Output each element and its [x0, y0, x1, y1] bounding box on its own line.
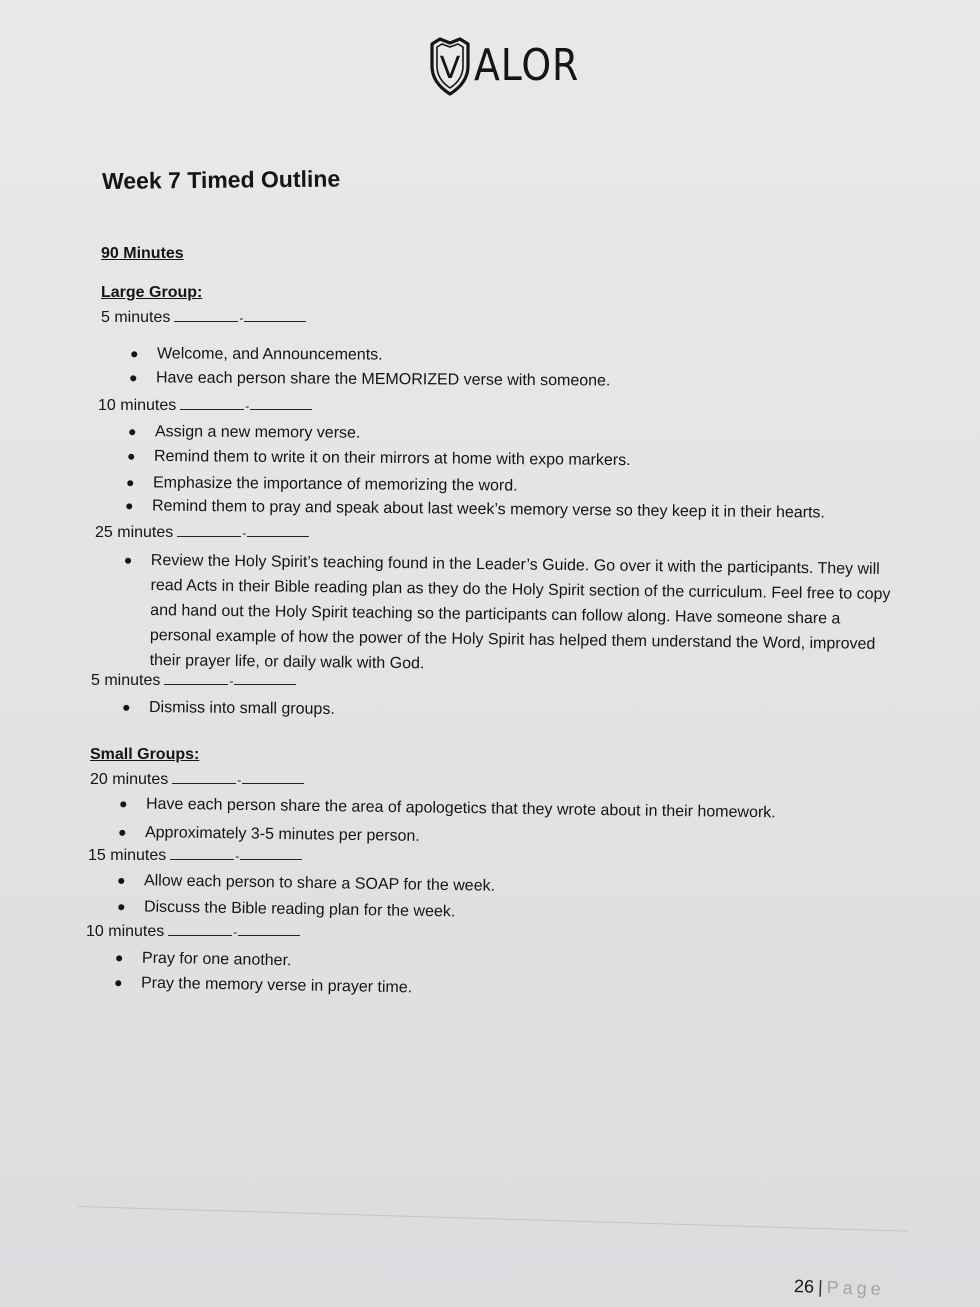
list-item: ● Approximately 3-5 minutes per person. [117, 823, 420, 845]
time-label: 10 minutes [86, 923, 165, 940]
end-time-blank [238, 921, 300, 936]
page-title: Week 7 Timed Outline [101, 165, 341, 194]
time-label: 20 minutes [90, 771, 169, 788]
list-item: ● Pray for one another. [114, 949, 292, 970]
list-item: ● Remind them to pray and speak about last week’s memory verse so they keep it in their hearts. [124, 497, 825, 522]
time-label: 5 minutes [91, 672, 161, 689]
list-item: ● Dismiss into small groups. [121, 698, 335, 718]
list-item: ● Emphasize the importance of memorizing the word. [125, 474, 518, 495]
start-time-blank [180, 395, 244, 410]
time-label: 10 minutes [98, 397, 177, 414]
time-label: 5 minutes [101, 309, 171, 326]
time-label: 15 minutes [88, 847, 167, 864]
duration-heading: 90 Minutes [101, 245, 184, 262]
end-time-blank [240, 845, 302, 860]
end-time-blank [244, 307, 306, 322]
start-time-blank [174, 307, 238, 322]
time-slot: 25 minutes - [95, 522, 309, 543]
time-slot: 10 minutes - [86, 921, 300, 942]
list-item: ● Pray the memory verse in prayer time. [113, 974, 413, 997]
list-item: ● Welcome, and Announcements. [129, 345, 383, 364]
time-slot: 10 minutes - [98, 395, 312, 416]
end-time-blank [242, 769, 304, 784]
end-time-blank [250, 395, 312, 410]
list-item: ● Have each person share the MEMORIZED verse with someone. [128, 369, 611, 390]
end-time-blank [234, 670, 296, 685]
list-item: ● Assign a new memory verse. [127, 423, 361, 442]
time-slot: 15 minutes - [88, 845, 302, 866]
end-time-blank [247, 522, 309, 537]
logo-letter: V [439, 51, 461, 86]
list-item: ● Have each person share the area of apologetics that they wrote about in their homework. [118, 795, 776, 822]
time-slot: 5 minutes - [91, 670, 296, 691]
time-slot: 20 minutes - [90, 769, 304, 790]
start-time-blank [177, 522, 241, 537]
start-time-blank [164, 670, 228, 685]
list-item: ● Remind them to write it on their mirrors at home with expo markers. [126, 447, 631, 470]
time-slot: 5 minutes - [101, 307, 306, 328]
footer-separator: | [817, 1276, 824, 1297]
small-groups-heading: Small Groups: [90, 746, 200, 763]
page-word: Page [826, 1277, 886, 1300]
start-time-blank [172, 769, 236, 784]
list-item: ● Allow each person to share a SOAP for the week. [116, 871, 496, 895]
list-item: ● Discuss the Bible reading plan for the week. [116, 898, 456, 921]
logo-text: ALOR [474, 40, 580, 91]
page-number: 26 [793, 1276, 815, 1297]
large-group-heading: Large Group: [101, 284, 203, 301]
page-footer [794, 1276, 885, 1300]
time-label: 25 minutes [95, 524, 174, 541]
start-time-blank [170, 845, 234, 860]
list-item: ● Review the Holy Spirit’s teaching found in the Leader’s Guide. Go over it with the participants. They will read Acts in their Bible reading plan as they do the Holy Spirit section of the curriculum. Feel free to copy and hand out the Holy Spirit teaching so the participants can follow along. Have someone share a personal example of how the power of the Holy Spirit has helped them understand the Word, improved their prayer life, or daily walk with God. [123, 551, 891, 673]
start-time-blank [168, 921, 232, 936]
